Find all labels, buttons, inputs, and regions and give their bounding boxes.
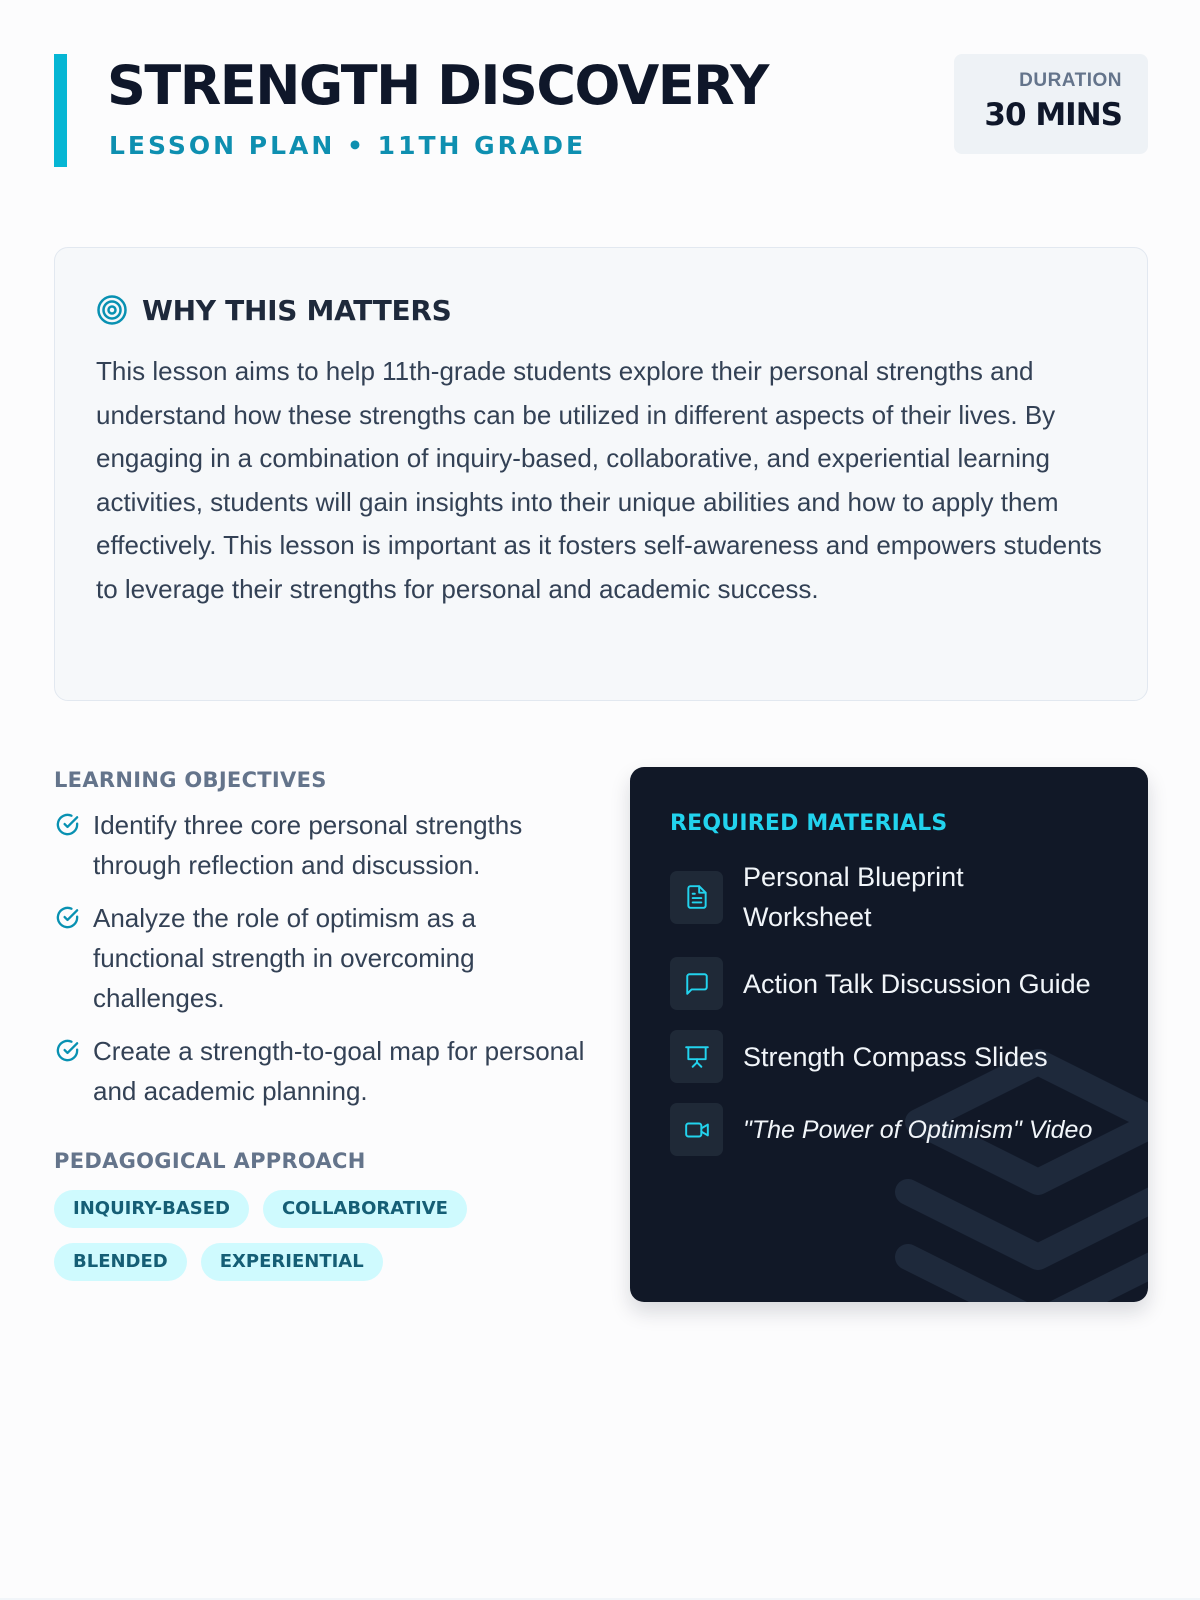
page-subtitle: LESSON PLAN • 11TH GRADE [109,131,587,160]
material-icon-box [670,871,723,924]
objective-item [54,1031,594,1111]
duration-label: DURATION [1019,70,1122,91]
check-circle-icon [54,1037,81,1064]
objective-text: Identify three core personal strengths through reflection and discussion. [93,810,523,880]
material-icon-box [670,1103,723,1156]
check-circle-icon [54,811,81,838]
material-item [670,957,1112,1010]
materials-list [670,857,1112,1156]
document-icon [684,884,710,910]
material-label: Action Talk Discussion Guide [743,968,1091,999]
objectives-column [54,767,594,1296]
material-item [670,857,1112,937]
chat-icon [684,971,710,997]
approach-tags [54,1190,574,1296]
header [54,54,1148,169]
required-materials-card [630,767,1148,1302]
material-label: Strength Compass Slides [743,1041,1048,1072]
lesson-plan-page [54,54,1148,1272]
material-icon-box [670,957,723,1010]
why-this-matters-card [54,247,1148,701]
why-header [96,292,1107,328]
target-icon [96,294,128,326]
approach-label: PEDAGOGICAL APPROACH [54,1149,366,1173]
material-label: Personal Blueprint Worksheet [743,862,964,932]
approach-tag: INQUIRY-BASED [54,1190,249,1228]
objective-item [54,805,594,885]
accent-bar [54,54,67,167]
why-description: This lesson aims to help 11th-grade students explore their personal strengths and understand how these strengths can be utilized in different aspects of their lives. By engaging in a combination of inquiry-based, collaborative, and experiential learning activities, students will gain insights into their unique abilities and how to apply them effectively. This lesson is important as it fosters self-awareness and empowers students to leverage their strengths for personal and academic success. [96,356,1102,604]
material-item [670,1030,1112,1083]
presentation-icon [684,1044,710,1070]
video-icon [684,1117,710,1143]
objectives-label: LEARNING OBJECTIVES [54,768,327,792]
approach-tag: EXPERIENTIAL [201,1243,383,1281]
page-title: STRENGTH DISCOVERY [107,54,768,117]
material-icon-box [670,1030,723,1083]
material-item [670,1103,1112,1156]
objective-text: Create a strength-to-goal map for personal and academic planning. [93,1036,585,1106]
materials-title: REQUIRED MATERIALS [670,811,948,836]
check-circle-icon [54,904,81,931]
objective-text: Analyze the role of optimism as a functional strength in overcoming challenges. [93,903,476,1013]
objectives-list [54,805,594,1111]
duration-value: 30 MINS [984,97,1122,133]
approach-tag: COLLABORATIVE [263,1190,467,1228]
why-title: WHY THIS MATTERS [142,293,452,327]
material-label: "The Power of Optimism" Video [743,1115,1093,1144]
objective-item [54,898,594,1018]
duration-badge [954,54,1148,154]
approach-tag: BLENDED [54,1243,187,1281]
